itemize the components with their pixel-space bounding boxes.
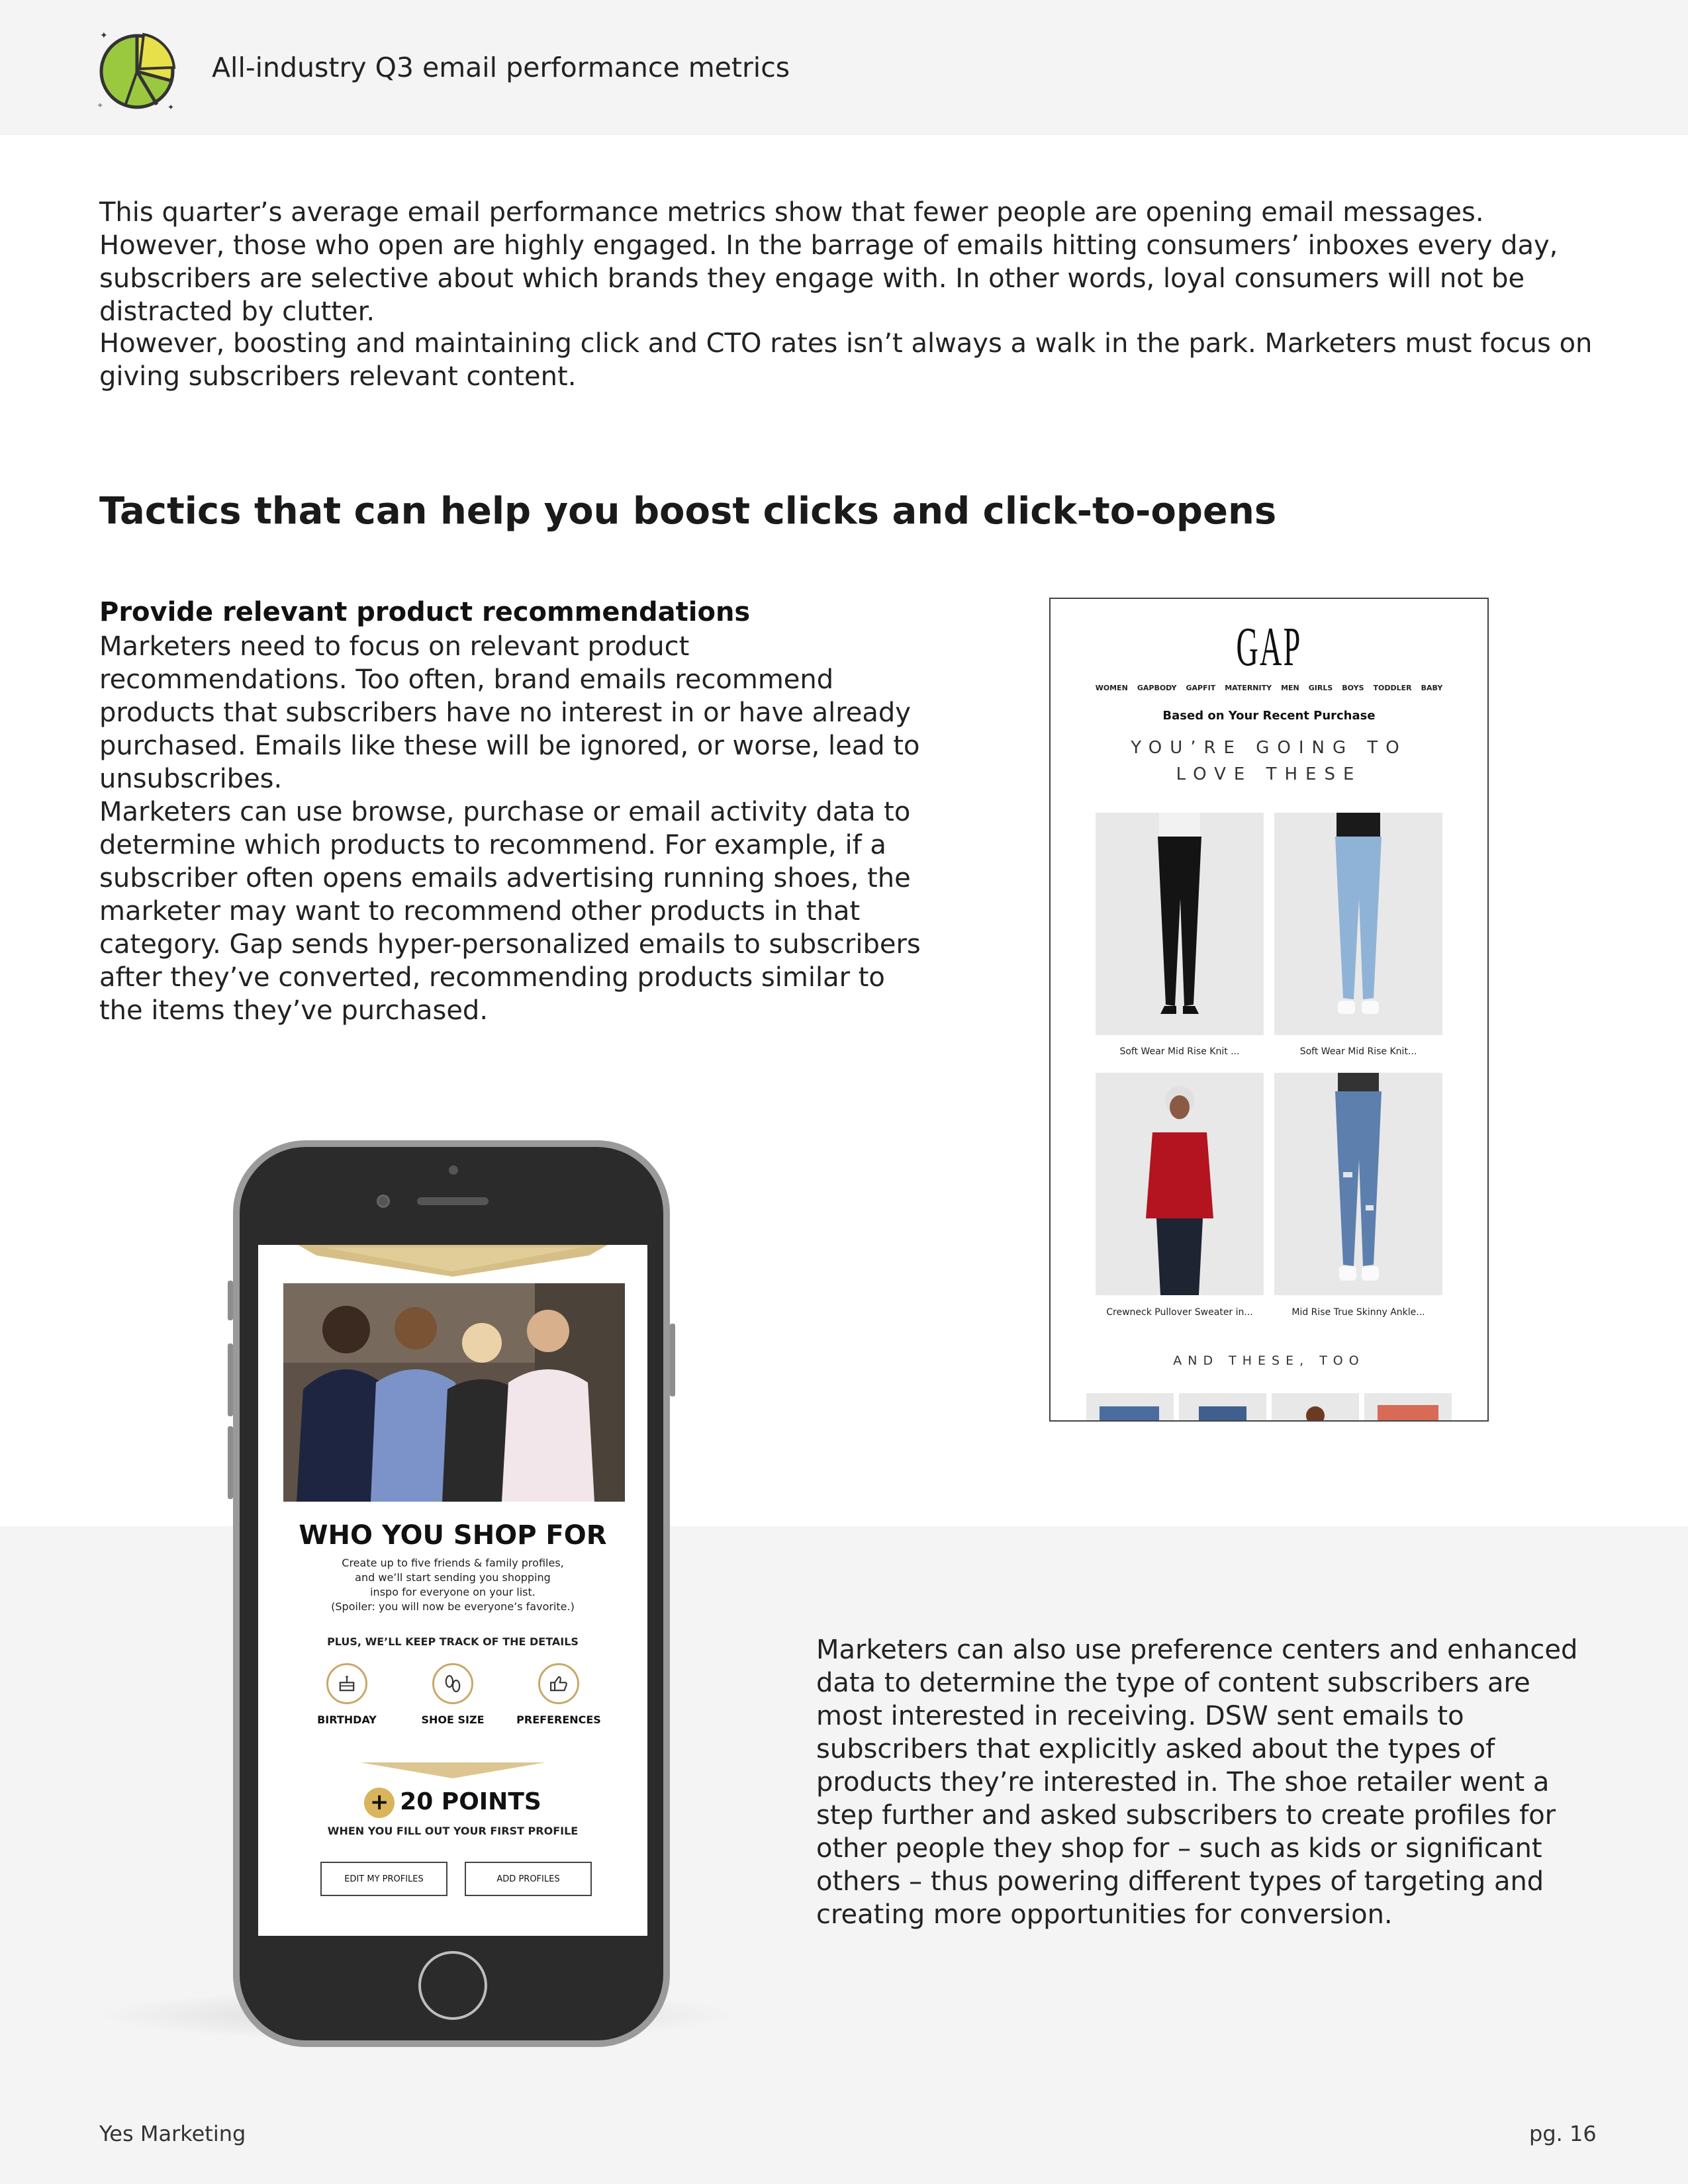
gap-product-image	[1096, 1073, 1264, 1295]
gap-nav-item: MEN	[1281, 684, 1299, 692]
dsw-points	[258, 1788, 647, 1818]
footprints-icon	[432, 1663, 473, 1704]
add-profiles-button[interactable]: ADD PROFILES	[465, 1862, 592, 1896]
feature-label: SHOE SIZE	[421, 1713, 485, 1726]
gap-product-caption: Crewneck Pullover Sweater in...	[1106, 1307, 1253, 1318]
dsw-title: WHO YOU SHOP FOR	[299, 1520, 607, 1551]
phone-volume-down	[228, 1426, 233, 1499]
phone-mute-switch	[228, 1281, 233, 1320]
gap-nav-item: MATERNITY	[1225, 684, 1272, 692]
dsw-points-subtext: WHEN YOU FILL OUT YOUR FIRST PROFILE	[327, 1825, 579, 1837]
gap-product-caption: Soft Wear Mid Rise Knit ...	[1119, 1046, 1240, 1057]
cake-icon	[326, 1663, 367, 1704]
phone-camera	[377, 1195, 390, 1208]
feature-label: PREFERENCES	[516, 1713, 601, 1726]
gap-product-image	[1274, 813, 1442, 1035]
gap-nav-item: BABY	[1421, 684, 1443, 692]
gap-tagline	[1051, 735, 1487, 788]
gap-also-heading: AND THESE, TOO	[1173, 1353, 1365, 1368]
header-title: All-industry Q3 email performance metrics	[212, 52, 790, 83]
section-paragraph-1: Marketers need to focus on relevant product recommendations. Too often, brand emails recommend products that subscribers have no interest in or have already purchased. Emails like these will be ignored, or worse, lead to unsubscribes.	[99, 631, 920, 794]
dsw-group-photo	[283, 1283, 625, 1502]
points-label: 20 POINTS	[400, 1788, 541, 1815]
gap-nav-item: BOYS	[1342, 684, 1364, 692]
edit-my-profiles-button[interactable]: EDIT MY PROFILES	[320, 1862, 447, 1896]
gap-product-image	[1274, 1073, 1442, 1295]
gold-glitter-banner	[258, 1245, 647, 1285]
gap-subhead: Based on Your Recent Purchase	[1162, 709, 1376, 723]
gap-nav-item: GAPBODY	[1137, 684, 1177, 692]
gap-product-caption: Soft Wear Mid Rise Knit...	[1299, 1046, 1417, 1057]
section-subheading: Provide relevant product recommendations	[99, 597, 751, 627]
dsw-feature-birthday	[294, 1663, 400, 1726]
thumbs-up-icon	[538, 1663, 579, 1704]
section-paragraph-2: Marketers can use browse, purchase or email activity data to determine which products to recommend. For example, if a subscriber often opens emails advertising running shoes, the marketer may want to recommend other products in that category. Gap sends hyper-personalized emails to subscribers after they’ve converted, recommending products similar to the items they’ve purchased.	[99, 797, 921, 1026]
gold-glitter-divider	[360, 1760, 545, 1780]
gap-logo: GAP	[1236, 616, 1302, 678]
gap-thumb-image	[1086, 1393, 1174, 1422]
gap-nav-item: TODDLER	[1373, 684, 1412, 692]
gap-nav-item: WOMEN	[1095, 684, 1128, 692]
svg-text:✦: ✦	[100, 30, 108, 41]
gap-thumb-image	[1364, 1393, 1452, 1422]
phone-speaker	[417, 1197, 489, 1205]
intro-paragraph-2: However, boosting and maintaining click and CTO rates isn’t always a walk in the park. Marketers must focus on giving subscribers relevant content.	[99, 328, 1593, 392]
footer-brand: Yes Marketing	[99, 2121, 246, 2146]
gap-email-screenshot	[1049, 598, 1489, 1422]
plus-icon: +	[364, 1788, 395, 1818]
page-number: pg. 16	[1529, 2121, 1597, 2146]
dsw-feature-preferences	[506, 1663, 612, 1726]
gap-tagline-line-1: YOU’RE GOING TO	[1131, 738, 1407, 758]
gap-product-image	[1096, 813, 1264, 1035]
svg-text:+: +	[97, 102, 103, 109]
svg-text:✦: ✦	[167, 103, 175, 112]
phone-sensor	[449, 1165, 458, 1175]
phone-power-button	[670, 1324, 675, 1396]
gap-thumb-image	[1179, 1393, 1266, 1422]
gap-tagline-line-2: LOVE THESE	[1176, 764, 1362, 784]
gap-nav-item: GIRLS	[1308, 684, 1333, 692]
phone-volume-up	[228, 1343, 233, 1416]
phone-home-button	[418, 1951, 487, 2020]
dsw-description: Create up to five friends & family profiles, and we’ll start sending you shopping inspo for everyone on your list. (Spoiler: you will now be everyone’s favorite.)	[331, 1557, 575, 1613]
gap-nav	[1051, 684, 1487, 692]
dsw-feature-shoe-size	[400, 1663, 506, 1726]
section-paragraph-3: Marketers can also use preference centers and enhanced data to determine the type of content subscribers are most interested in receiving. DSW sent emails to subscribers that explicitly asked about the types of products they’re interested in. The shoe retailer went a step further and asked subscribers to create profiles for other people they shop for – such as kids or significant others – thus powering different types of targeting and creating more opportunities for conversion.	[816, 1635, 1578, 1930]
intro-paragraph-1: This quarter’s average email performance metrics show that fewer people are opening email messages. However, those who open are highly engaged. In the barrage of emails hitting consumers’ inboxes every day, subscribers are selective about which brands they engage with. In other words, loyal consumers will not be distracted by clutter.	[99, 197, 1558, 327]
gap-thumb-image	[1272, 1393, 1359, 1422]
gap-nav-item: GAPFIT	[1186, 684, 1216, 692]
pie-chart-icon	[96, 28, 182, 114]
dsw-plus-line: PLUS, WE’LL KEEP TRACK OF THE DETAILS	[327, 1635, 579, 1648]
feature-label: BIRTHDAY	[317, 1713, 377, 1726]
dsw-email-screen	[258, 1245, 647, 1936]
gap-product-caption: Mid Rise True Skinny Ankle...	[1291, 1307, 1425, 1318]
section-heading: Tactics that can help you boost clicks and click-to-opens	[99, 490, 1277, 533]
phone-mockup	[233, 1140, 670, 2047]
page-header	[0, 0, 1688, 135]
